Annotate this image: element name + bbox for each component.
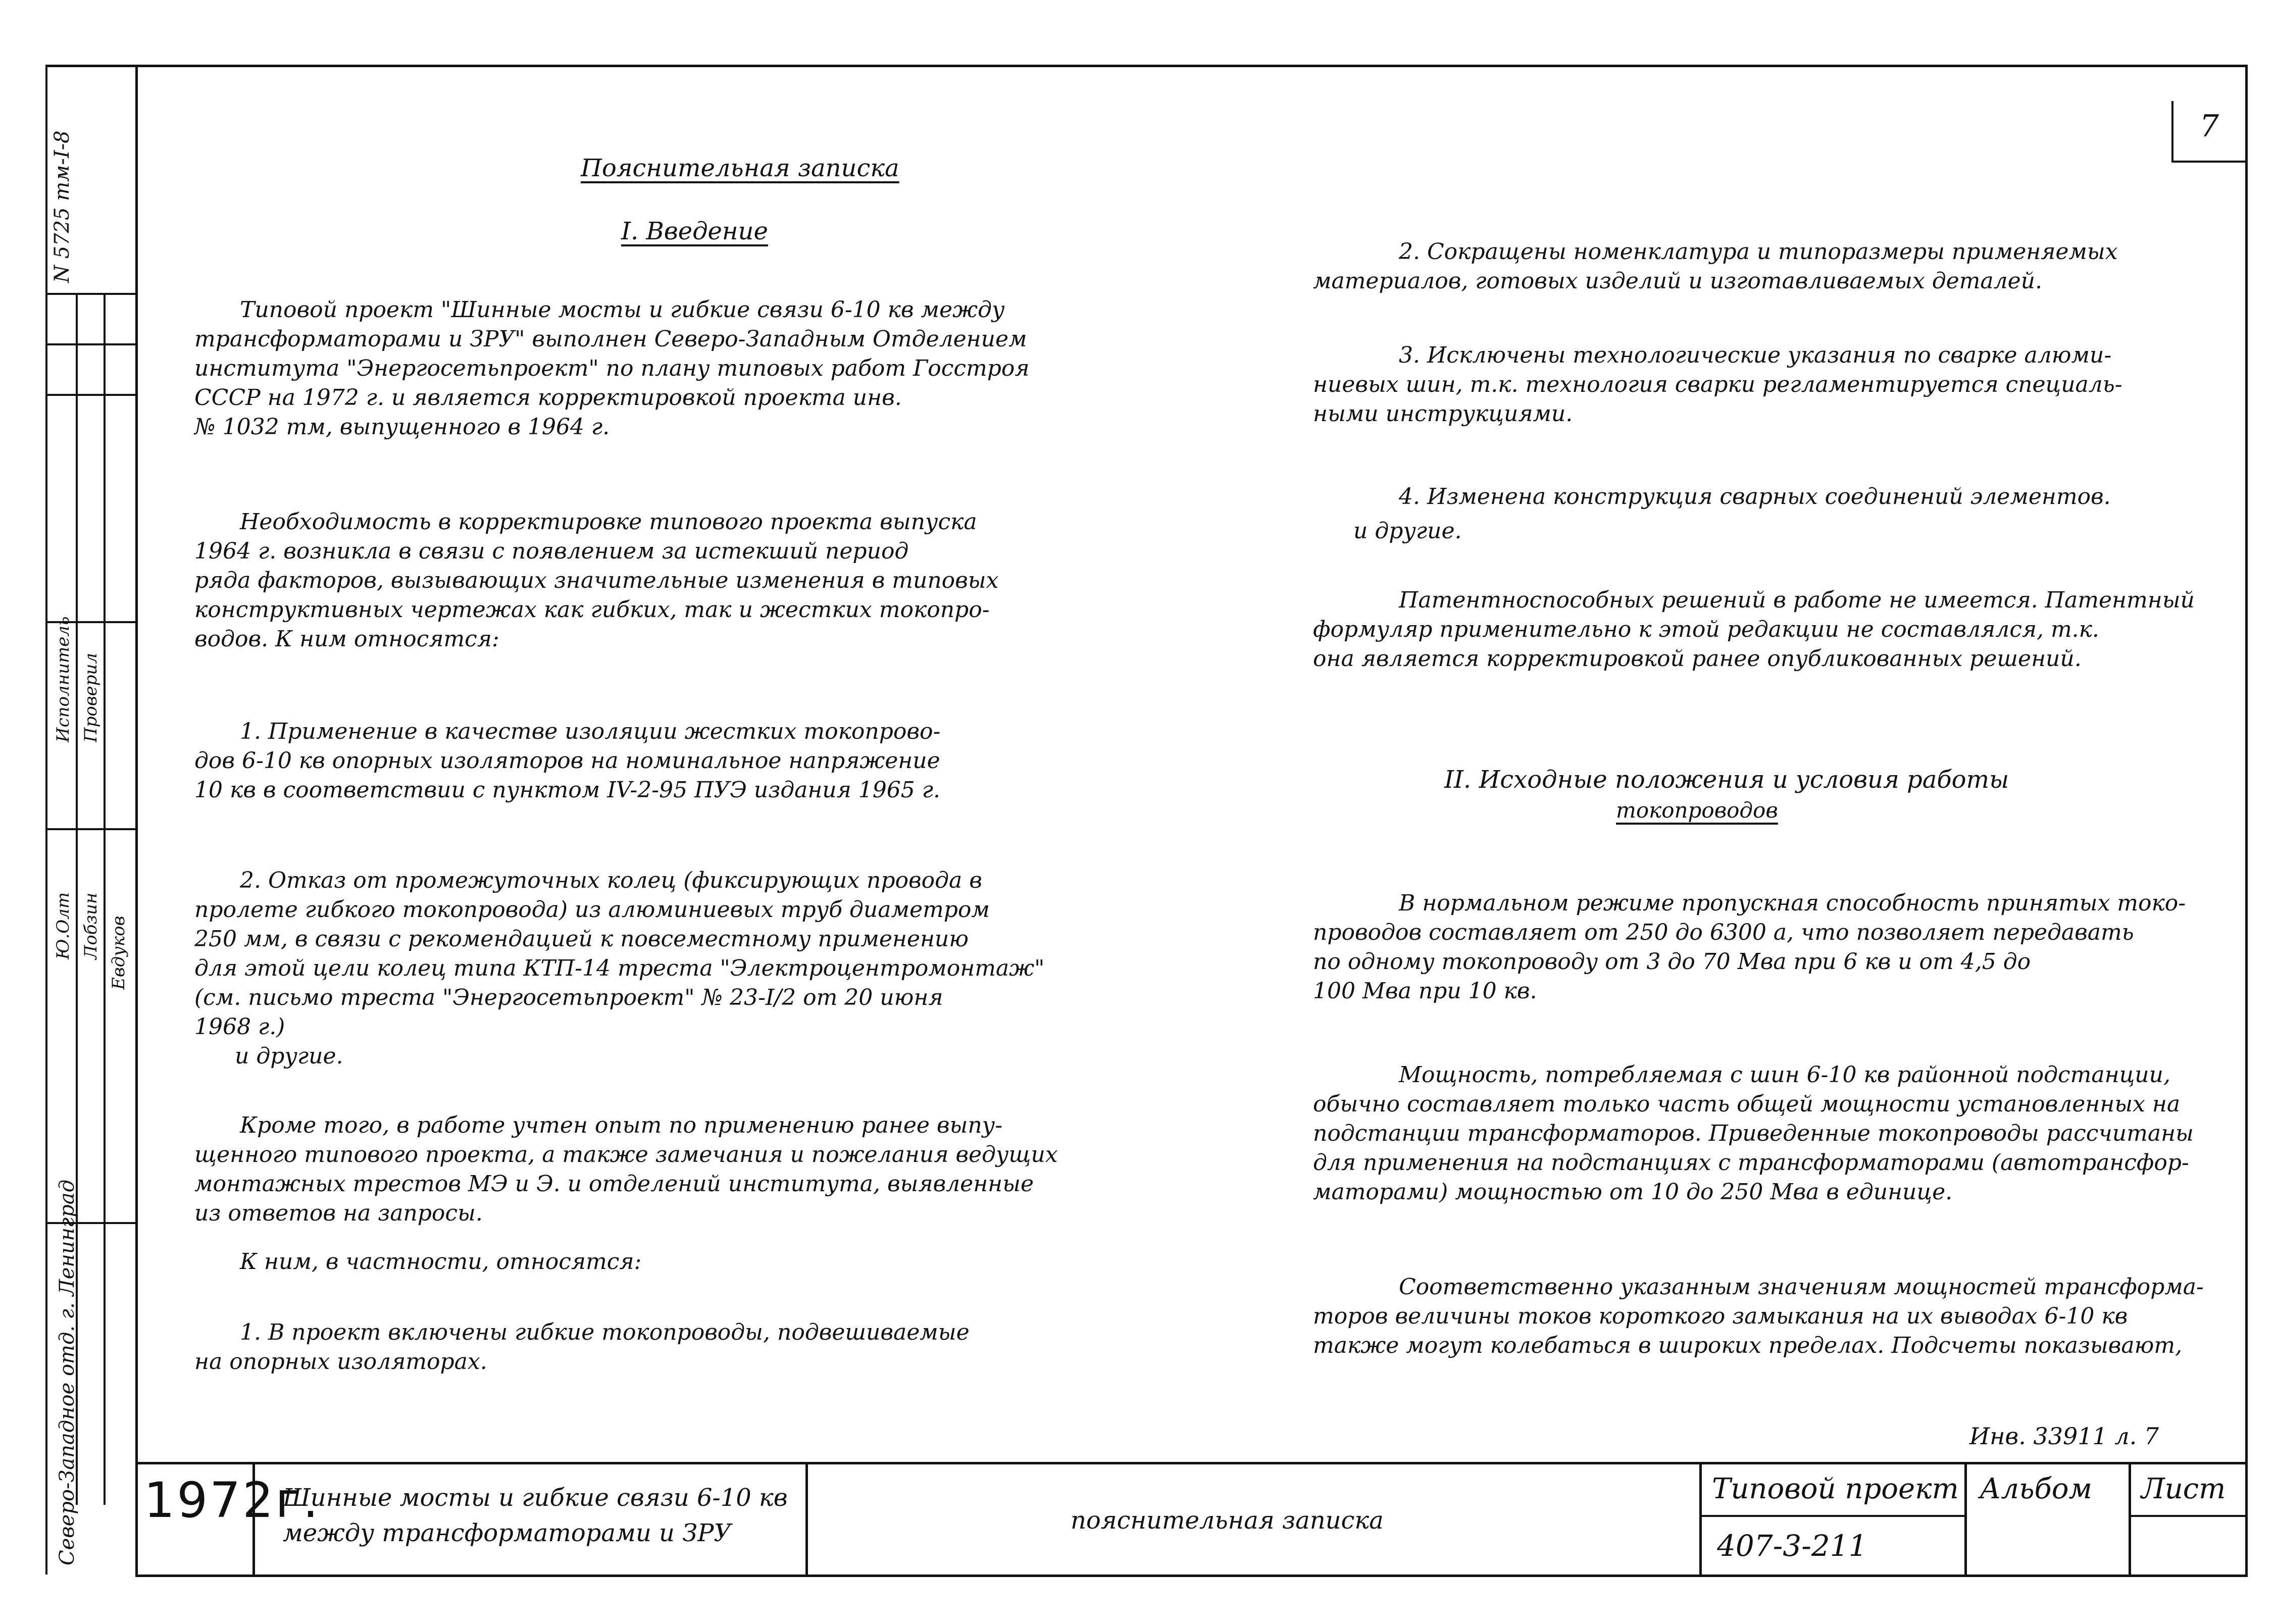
section2-heading-line1: II. Исходные положения и условия работы	[1444, 766, 2009, 794]
line: дов 6-10 кв опорных изоляторов на номинальное напряжение	[194, 748, 940, 774]
line: ряда факторов, вызывающих значительные изменения в типовых	[194, 568, 999, 593]
line: трансформаторами и ЗРУ" выполнен Северо-Западным Отделением	[194, 326, 1027, 352]
line: ными инструкциями.	[1313, 401, 1573, 427]
line: 2. Отказ от промежуточных колец (фиксирующих провода в	[240, 868, 982, 893]
line: Мощность, потребляемая с шин 6-10 кв районной подстанции,	[1399, 1062, 2170, 1088]
stamp-signature-3: Евдуков	[109, 916, 129, 990]
typical-project-label: Типовой проект	[1712, 1473, 1959, 1505]
tb-divider-7	[2129, 1515, 2247, 1517]
tb-divider-6	[1699, 1515, 1964, 1517]
item2-paragraph	[194, 866, 1044, 1071]
project-name-line1: Шинные мосты и гибкие связи 6-10 кв	[283, 1484, 788, 1512]
organization-vertical: Северо-Западное отд. г. Ленинград	[56, 1180, 79, 1565]
page-number-box-bottom	[2171, 161, 2246, 163]
stamp-signature-2: Лобзин	[81, 892, 101, 959]
line: № 1032 тм, выпущенного в 1964 г.	[194, 414, 610, 440]
line: монтажных трестов МЭ и Э. и отделений института, выявленные	[194, 1171, 1034, 1197]
margin-stamp-h2	[45, 343, 136, 345]
line: института "Энергосетьпроект" по плану типовых работ Госстроя	[194, 356, 1030, 381]
line: водов. К ним относятся:	[194, 626, 499, 652]
line: 1. В проект включены гибкие токопроводы, подвешиваемые	[240, 1320, 970, 1345]
line: 1968 г.)	[194, 1014, 285, 1040]
in-particular-line: К ним, в частности, относятся:	[240, 1249, 642, 1275]
line: ниевых шин, т.к. технология сварки регламентируется специаль-	[1313, 372, 2122, 397]
line: торов величины токов короткого замыкания на их выводах 6-10 кв	[1313, 1303, 2128, 1329]
section2-heading-line2: токопроводов	[1616, 798, 1778, 823]
line: формуляр применительно к этой редакции не составлялся, т.к.	[1313, 617, 2099, 642]
line: подстанции трансформаторов. Приведенные токопроводы рассчитаны	[1313, 1121, 2194, 1146]
line: 1. Применение в качестве изоляции жестких токопрово-	[240, 719, 941, 744]
patent-paragraph	[1313, 586, 2195, 674]
tb-divider-5	[2129, 1462, 2131, 1576]
stamp-executor: Исполнитель	[53, 616, 73, 742]
inventory-note: Инв. 33911 л. 7	[1969, 1423, 2159, 1450]
document-type: пояснительная записка	[1071, 1506, 1384, 1535]
tb-divider-2	[805, 1462, 808, 1576]
line: для применения на подстанциях с трансформаторами (автотрансфор-	[1313, 1150, 2189, 1176]
line: конструктивных чертежах как гибких, так и жестких токопро-	[194, 597, 990, 623]
line: для этой цели колец типа КТП-14 треста "Электроцентромонтаж"	[194, 955, 1045, 981]
section1-heading: I. Введение	[621, 217, 768, 245]
necessity-paragraph	[194, 508, 998, 654]
intro-paragraph	[194, 295, 1030, 442]
power-paragraph	[1313, 1060, 2194, 1207]
margin-stamp-h1	[45, 293, 136, 295]
line: и другие.	[1353, 518, 1462, 544]
line: Необходимость в корректировке типового проекта выпуска	[240, 509, 977, 535]
line: пролете гибкого токопровода) из алюминиевых труб диаметром	[194, 897, 990, 923]
stamp-signature-1: Ю.Олт	[53, 892, 73, 959]
document-title: Пояснительная записка	[581, 154, 899, 182]
project-year: 1972г.	[144, 1472, 321, 1529]
tb-divider-4	[1964, 1462, 1967, 1576]
line: на опорных изоляторах.	[194, 1349, 487, 1375]
short-circuit-paragraph	[1313, 1273, 2204, 1360]
line: 3. Исключены технологические указания по сварке алюми-	[1399, 342, 2112, 368]
line: 4. Изменена конструкция сварных соединений элементов.	[1399, 484, 2111, 510]
top-border	[45, 65, 2247, 67]
stamp-checked: Проверил	[81, 652, 101, 742]
experience-paragraph	[194, 1111, 1058, 1228]
margin-stamp-h5	[45, 828, 136, 830]
item-welding-paragraph	[1313, 341, 2122, 429]
line: 250 мм, в связи с рекомендацией к повсеместному применению	[194, 926, 969, 952]
margin-stamp-line-a	[45, 65, 47, 1575]
line: проводов составляет от 250 до 6300 а, что позволяет передавать	[1313, 920, 2134, 945]
line: она является корректировкой ранее опубликованных решений.	[1313, 646, 2082, 672]
bottom-border	[135, 1575, 2248, 1577]
line: Соответственно указанным значениям мощностей трансформа-	[1399, 1274, 2204, 1300]
album-label: Альбом	[1980, 1473, 2092, 1505]
margin-stamp-h3	[45, 394, 136, 396]
item-construction-paragraph	[1313, 482, 2111, 546]
tb-divider-3	[1699, 1462, 1702, 1576]
right-border	[2245, 65, 2248, 1577]
capacity-paragraph	[1313, 889, 2186, 1006]
sheet-label: Лист	[2141, 1473, 2226, 1505]
line: Типовой проект "Шинные мосты и гибкие связи 6-10 кв между	[240, 297, 1005, 323]
left-border	[135, 65, 138, 1577]
inventory-code-vertical: N 5725 тм-I-8	[50, 130, 74, 283]
line: маторами) мощностью от 10 до 250 Мва в единице.	[1313, 1179, 1953, 1205]
line: Патентноспособных решений в работе не имеется. Патентный	[1399, 587, 2195, 613]
page-number-box-left	[2171, 101, 2173, 162]
line: 100 Мва при 10 кв.	[1313, 978, 1537, 1004]
item-nomenclature-paragraph	[1313, 237, 2118, 296]
flexible-conductors-paragraph	[194, 1318, 970, 1377]
line: также могут колебаться в широких пределах. Подсчеты показывают,	[1313, 1333, 2183, 1358]
title-block-top-border	[135, 1462, 2248, 1464]
line: 10 кв в соответствии с пунктом IV-2-95 ПУЭ издания 1965 г.	[194, 777, 940, 803]
line: обычно составляет только часть общей мощности установленных на	[1313, 1091, 2181, 1117]
item1-paragraph	[194, 717, 940, 805]
line: из ответов на запросы.	[194, 1200, 483, 1226]
project-code: 407-3-211	[1717, 1529, 1867, 1563]
project-name-line2: между трансформаторами и ЗРУ	[283, 1519, 732, 1547]
line: Кроме того, в работе учтен опыт по применению ранее выпу-	[240, 1112, 1003, 1138]
line: и другие.	[235, 1043, 343, 1069]
line: (см. письмо треста "Энергосетьпроект" № 23-I/2 от 20 июня	[194, 985, 943, 1010]
line: 1964 г. возникла в связи с появлением за истекший период	[194, 538, 909, 564]
line: В нормальном режиме пропускная способность принятых токо-	[1399, 890, 2186, 916]
line: щенного типового проекта, а также замечания и пожелания ведущих	[194, 1142, 1058, 1168]
line: 2. Сокращены номенклатура и типоразмеры применяемых	[1399, 239, 2118, 265]
page-number: 7	[2199, 109, 2219, 144]
line: СССР на 1972 г. и является корректировкой проекта инв.	[194, 385, 902, 411]
margin-stamp-line-c	[104, 293, 106, 1505]
line: материалов, готовых изделий и изготавливаемых деталей.	[1313, 268, 2042, 294]
line: по одному токопроводу от 3 до 70 Мва при 6 кв и от 4,5 до	[1313, 949, 2031, 975]
